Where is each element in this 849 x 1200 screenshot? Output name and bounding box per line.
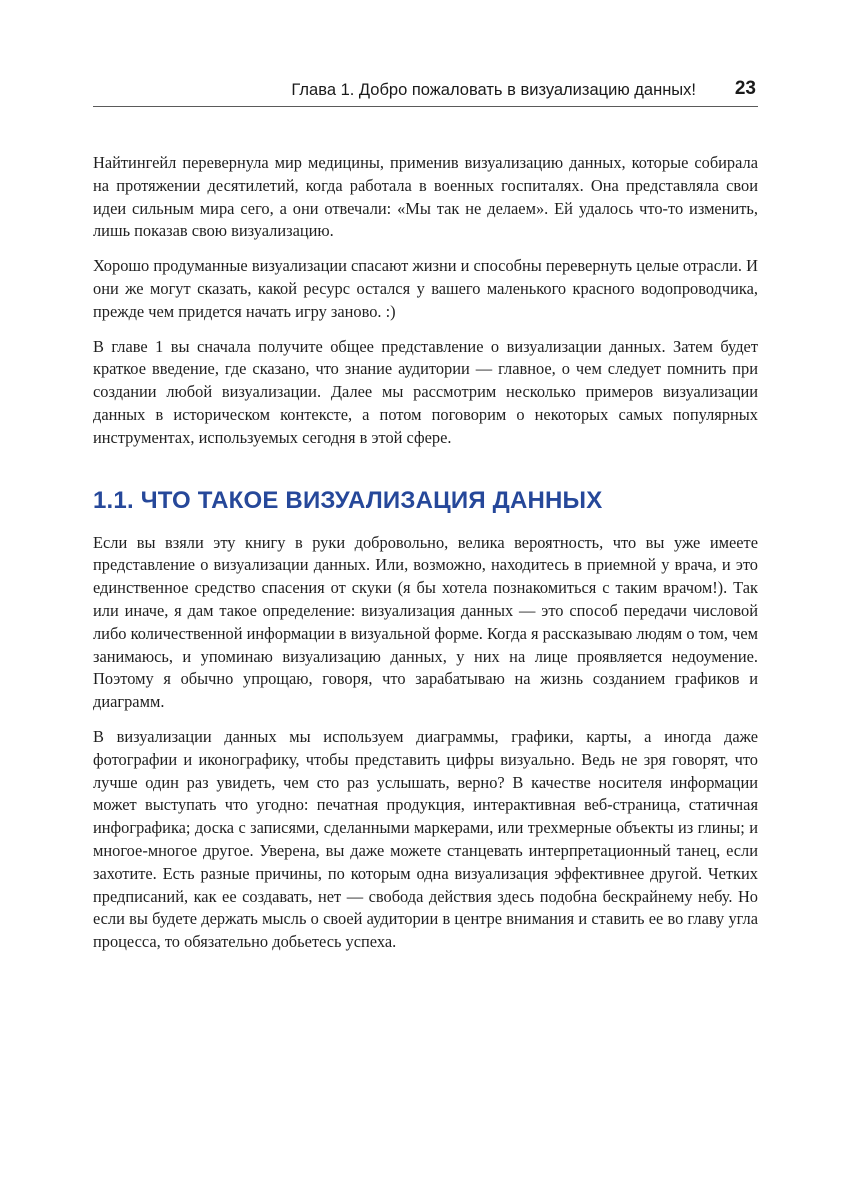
section-paragraph-1: Если вы взяли эту книгу в руки добровольно, велика вероятность, что вы уже имеете представление о визуализации данных. Или, возможно, находитесь в приемной у врача, и это единственное средство спасения от скуки (я бы хотела познакомиться с таким врачом!). Так или иначе, я дам такое определение: визуализация данных — это способ передачи числовой либо количественной информации в визуальной форме. Когда я рассказываю людям о том, чем занимаюсь, и упоминаю визуализацию данных, у них на лице проявляется недоумение. Поэтому я обычно упрощаю, говоря, что зарабатываю на жизнь созданием графиков и диаграмм. (93, 532, 758, 712)
page-number: 23 (734, 78, 756, 99)
intro-paragraph-1: Найтингейл перевернула мир медицины, применив визуализацию данных, которые собирала на протяжении десятилетий, когда работала в военных госпиталях. Она представляла свои идеи сильным мира сего, а они отвечали: «Мы так не делаем». Ей удалось что-то изменить, лишь показав свою визуализацию. (93, 153, 758, 241)
section-heading: 1.1. ЧТО ТАКОЕ ВИЗУАЛИЗАЦИЯ ДАННЫХ (93, 486, 603, 514)
intro-paragraph-3: В главе 1 вы сначала получите общее представление о визуализации данных. Затем будет краткое введение, где сказано, что знание аудитории — главное, о чем следует помнить при создании любой визуализации. Далее мы рассмотрим несколько примеров визуализации данных в историческом контексте, а потом поговорим о некоторых самых популярных инструментах, используемых сегодня в этой сфере. (93, 336, 758, 447)
section-paragraph-2: В визуализации данных мы используем диаграммы, графики, карты, а иногда даже фотографии и иконографику, чтобы представить цифры визуально. Ведь не зря говорят, что лучше один раз увидеть, чем сто раз услышать, верно? В качестве носителя информации может выступать что угодно: печатная продукция, интерактивная веб-страница, статичная инфографика; доска с записями, сделанными маркерами, или трехмерные объекты из глины; и многое-многое другое. Уверена, вы даже можете станцевать интерпретационный танец, если захотите. Есть разные причины, по которым одна визуализация эффективнее другой. Четких предписаний, как ее создавать, нет — свобода действия здесь подобна бескрайнему небу. Но если вы будете держать мысль о своей аудитории в центре внимания и ставить ее во главу угла процесса, то обязательно добьетесь успеха. (93, 726, 758, 952)
intro-paragraph-2: Хорошо продуманные визуализации спасают жизни и способны перевернуть целые отрасли. И они же могут сказать, какой ресурс остался у вашего маленького красного водопроводчика, прежде чем придется начать игру заново. :) (93, 256, 758, 321)
chapter-title: Глава 1. Добро пожаловать в визуализацию данных! (291, 81, 696, 99)
running-header (93, 74, 758, 107)
page-body (93, 152, 758, 966)
